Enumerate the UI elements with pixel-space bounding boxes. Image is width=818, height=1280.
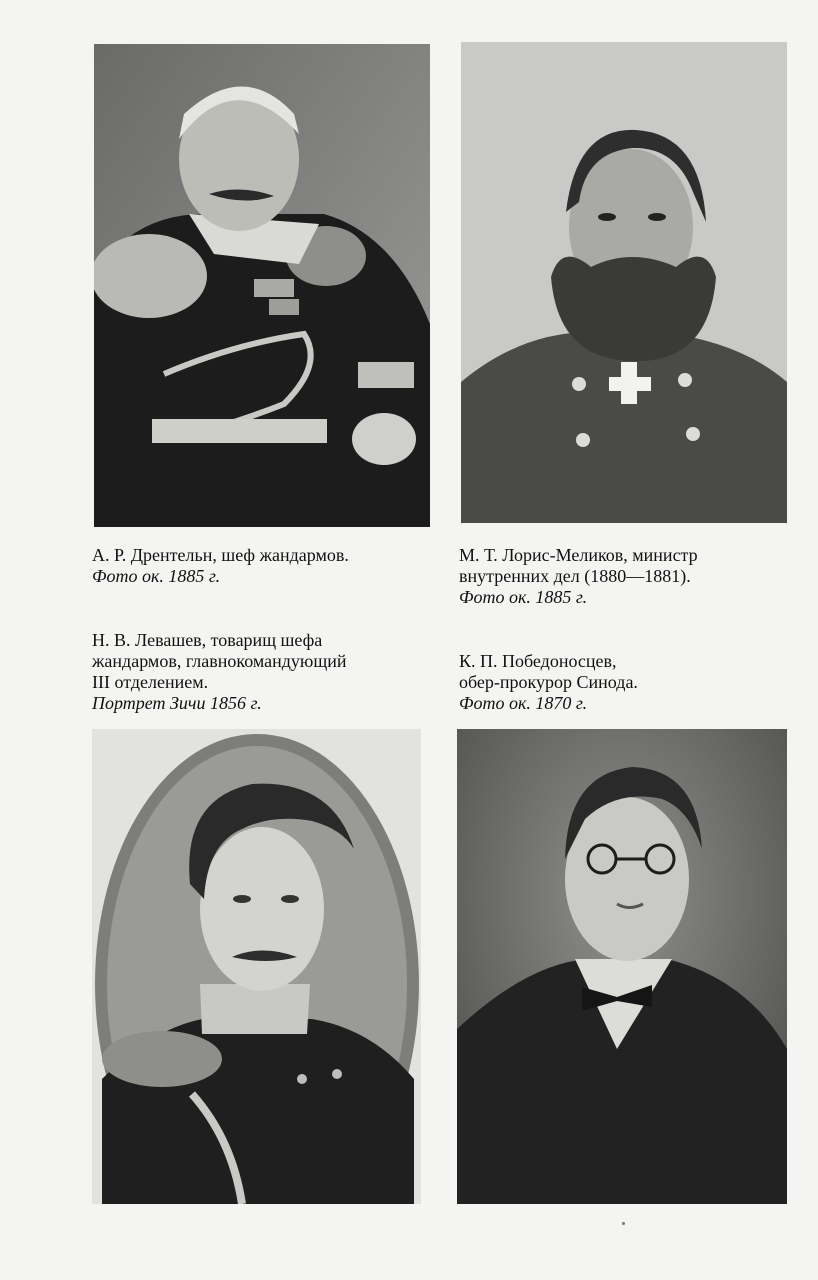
caption-text: А. Р. Дрентельн, шеф жандармов. [92, 545, 349, 565]
caption-text: Н. В. Левашев, товарищ шефа [92, 630, 323, 650]
portrait-photo-loris-melikov [461, 42, 787, 523]
portrait-photo-levashev [92, 729, 421, 1204]
caption-text: III отделением. [92, 672, 209, 692]
caption-text: внутренних дел (1880—1881). [459, 566, 691, 586]
caption-photo-date: Фото ок. 1885 г. [92, 566, 221, 586]
caption-photo-date: Фото ок. 1870 г. [459, 693, 588, 713]
caption-text: жандармов, главнокомандующий [92, 651, 347, 671]
portrait-photo-pobedonostsev [457, 729, 787, 1204]
caption-pobedonostsev [459, 651, 638, 714]
caption-levashev [92, 630, 347, 714]
page-dot [622, 1222, 625, 1225]
caption-text: обер-прокурор Синода. [459, 672, 638, 692]
portrait-photo-drenteln [94, 44, 430, 527]
caption-photo-date: Фото ок. 1885 г. [459, 587, 588, 607]
caption-loris-melikov [459, 545, 698, 608]
caption-drenteln [92, 545, 349, 587]
caption-text: М. Т. Лорис-Меликов, министр [459, 545, 698, 565]
caption-text: К. П. Победоносцев, [459, 651, 617, 671]
caption-portrait-date: Портрет Зичи 1856 г. [92, 693, 262, 713]
